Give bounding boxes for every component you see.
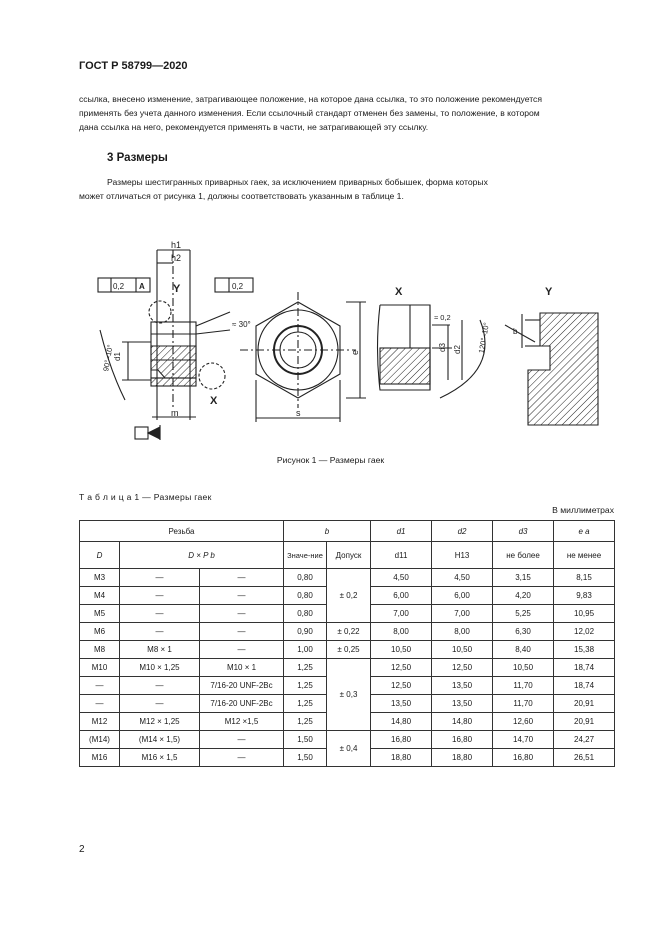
section-paragraph [79, 175, 615, 203]
cell-b-value: 1,50 [284, 749, 327, 767]
header-D: D [80, 542, 120, 569]
header-tolerance: Допуск [327, 542, 371, 569]
label-tol1: 0,2 [113, 282, 125, 291]
cell-d2: 14,80 [432, 713, 493, 731]
cell-D: — [80, 677, 120, 695]
section-line-1: Размеры шестигранных приварных гаек, за исключением приварных бобышек, форма которых [107, 177, 488, 187]
cell-alt-thread: — [200, 587, 284, 605]
table-row [80, 641, 615, 659]
cell-d1: 16,80 [371, 731, 432, 749]
cell-d1: 6,00 [371, 587, 432, 605]
cell-D: (M14) [80, 731, 120, 749]
figure-caption: Рисунок 1 — Размеры гаек [276, 455, 385, 465]
header-d3: d3 [493, 521, 554, 542]
cell-D: M6 [80, 623, 120, 641]
intro-line-2: применять без учета данного изменения. Если ссылочный стандарт отменен без замены, то положение, в котором [79, 108, 540, 118]
cell-d1: 7,00 [371, 605, 432, 623]
cell-alt-thread: M12 ×1,5 [200, 713, 284, 731]
cell-d2: 10,50 [432, 641, 493, 659]
cell-e: 20,91 [554, 695, 615, 713]
label-x-side: X [210, 395, 218, 407]
cell-d3: 8,40 [493, 641, 554, 659]
cell-b-tolerance: ± 0,2 [327, 569, 371, 623]
table-unit: В миллиметрах [552, 505, 614, 515]
document-header: ГОСТ Р 58799—2020 [79, 60, 188, 72]
cell-d1: 18,80 [371, 749, 432, 767]
cell-d3: 6,30 [493, 623, 554, 641]
section-title: 3 Размеры [107, 152, 168, 164]
cell-b-value: 1,25 [284, 713, 327, 731]
cell-d2: 16,80 [432, 731, 493, 749]
cell-d1: 4,50 [371, 569, 432, 587]
label-angle-left: 90°–10° [101, 343, 115, 372]
cell-fine-thread: — [120, 695, 200, 713]
header-d2: d2 [432, 521, 493, 542]
cell-d3: 5,25 [493, 605, 554, 623]
cell-D: — [80, 695, 120, 713]
label-x-detail: X [395, 286, 403, 298]
intro-line-1: ссылка, внесено изменение, затрагивающее положение, на которое дана ссылка, то это положение рекомендуется [79, 94, 542, 104]
label-e: e [350, 349, 360, 355]
cell-b-tolerance: ± 0,25 [327, 641, 371, 659]
label-y-top: Y [173, 283, 181, 295]
header-value: Значе-ние [284, 542, 327, 569]
label-tol2: 0,2 [232, 282, 244, 291]
cell-fine-thread: — [120, 569, 200, 587]
nut-drawing [0, 230, 661, 450]
cell-b-value: 1,25 [284, 677, 327, 695]
cell-fine-thread: — [120, 623, 200, 641]
cell-alt-thread: — [200, 569, 284, 587]
header-DxP: D × P b [120, 542, 284, 569]
cell-d3: 12,60 [493, 713, 554, 731]
label-h1: h1 [171, 240, 182, 250]
label-angle120: 120°–10° [476, 321, 491, 354]
cell-e: 24,27 [554, 731, 615, 749]
cell-alt-thread: 7/16-20 UNF-2Bc [200, 695, 284, 713]
table-title: Т а б л и ц а 1 — Размеры гаек [79, 492, 212, 502]
header-d3-limit: не более [493, 542, 554, 569]
label-s: s [296, 408, 301, 418]
cell-alt-thread: — [200, 749, 284, 767]
cell-D: M3 [80, 569, 120, 587]
cell-b-tolerance: ± 0,22 [327, 623, 371, 641]
cell-b-value: 1,25 [284, 695, 327, 713]
cell-D: M5 [80, 605, 120, 623]
cell-e: 18,74 [554, 677, 615, 695]
cell-fine-thread: M8 × 1 [120, 641, 200, 659]
cell-e: 12,02 [554, 623, 615, 641]
detail-y [505, 313, 598, 425]
cell-d2: 8,00 [432, 623, 493, 641]
cell-e: 9,83 [554, 587, 615, 605]
dimensions-table [79, 520, 615, 767]
cell-b-tolerance: ± 0,4 [327, 731, 371, 767]
cell-alt-thread: — [200, 641, 284, 659]
cell-d2: 6,00 [432, 587, 493, 605]
header-b: b [284, 521, 371, 542]
cell-d1: 12,50 [371, 677, 432, 695]
cell-b-value: 1,25 [284, 659, 327, 677]
label-datum-a-bottom: A [138, 430, 144, 439]
table-body [80, 569, 615, 767]
cell-d3: 14,70 [493, 731, 554, 749]
cell-fine-thread: — [120, 677, 200, 695]
cell-fine-thread: — [120, 605, 200, 623]
cell-fine-thread: — [120, 587, 200, 605]
cell-d3: 3,15 [493, 569, 554, 587]
section-line-2: может отличаться от рисунка 1, должны соответствовать указанным в таблице 1. [79, 191, 404, 201]
cell-alt-thread: — [200, 731, 284, 749]
cell-d2: 4,50 [432, 569, 493, 587]
cell-fine-thread: (M14 × 1,5) [120, 731, 200, 749]
cell-alt-thread: 7/16-20 UNF-2Bc [200, 677, 284, 695]
cell-D: M4 [80, 587, 120, 605]
cell-d1: 10,50 [371, 641, 432, 659]
label-d2: d2 [453, 345, 462, 354]
cell-d1: 12,50 [371, 659, 432, 677]
cell-b-value: 1,50 [284, 731, 327, 749]
label-d3: d3 [438, 343, 447, 352]
cell-d3: 11,70 [493, 677, 554, 695]
cell-d3: 16,80 [493, 749, 554, 767]
label-y-detail: Y [545, 286, 553, 298]
cell-D: M8 [80, 641, 120, 659]
cell-d3: 10,50 [493, 659, 554, 677]
cell-alt-thread: — [200, 623, 284, 641]
cell-e: 10,95 [554, 605, 615, 623]
header-row-1 [80, 521, 615, 542]
label-d1: d1 [113, 352, 122, 361]
cell-fine-thread: M12 × 1,25 [120, 713, 200, 731]
header-row-2 [80, 542, 615, 569]
cell-D: M10 [80, 659, 120, 677]
cell-d2: 12,50 [432, 659, 493, 677]
cell-b-value: 1,00 [284, 641, 327, 659]
cell-e: 15,38 [554, 641, 615, 659]
cell-fine-thread: M10 × 1,25 [120, 659, 200, 677]
cell-b-value: 0,80 [284, 587, 327, 605]
cell-e: 20,91 [554, 713, 615, 731]
cell-b-tolerance: ± 0,3 [327, 659, 371, 731]
label-h2: h2 [171, 253, 182, 263]
cell-D: M12 [80, 713, 120, 731]
header-d1: d1 [371, 521, 432, 542]
header-e: e a [554, 521, 615, 542]
page-number: 2 [79, 844, 85, 855]
cell-fine-thread: M16 × 1,5 [120, 749, 200, 767]
label-b: b [513, 327, 518, 336]
cell-D: M16 [80, 749, 120, 767]
table-row [80, 659, 615, 677]
cell-d1: 13,50 [371, 695, 432, 713]
header-d1-grade: d11 [371, 542, 432, 569]
header-d2-grade: H13 [432, 542, 493, 569]
header-thread: Резьба [80, 521, 284, 542]
intro-line-3: дана ссылка на него, рекомендуется применять в части, не затрагивающей эту ссылку. [79, 122, 429, 132]
cell-d3: 4,20 [493, 587, 554, 605]
cell-b-value: 0,90 [284, 623, 327, 641]
cell-d2: 18,80 [432, 749, 493, 767]
cell-d1: 8,00 [371, 623, 432, 641]
cell-d3: 11,70 [493, 695, 554, 713]
cell-alt-thread: M10 × 1 [200, 659, 284, 677]
cell-e: 26,51 [554, 749, 615, 767]
cell-d2: 13,50 [432, 695, 493, 713]
table-row [80, 569, 615, 587]
cell-e: 8,15 [554, 569, 615, 587]
front-view [240, 292, 366, 422]
table-row [80, 623, 615, 641]
cell-d2: 13,50 [432, 677, 493, 695]
cell-d2: 7,00 [432, 605, 493, 623]
detail-x [378, 305, 486, 398]
label-m: m [171, 408, 179, 418]
label-e02: ≈ 0,2 [434, 313, 451, 322]
cell-e: 18,74 [554, 659, 615, 677]
label-angle30: ≈ 30° [232, 320, 251, 329]
label-datum-a: A [139, 282, 145, 291]
cell-alt-thread: — [200, 605, 284, 623]
cell-b-value: 0,80 [284, 605, 327, 623]
table-row [80, 731, 615, 749]
cell-d1: 14,80 [371, 713, 432, 731]
header-e-limit: не менее [554, 542, 615, 569]
cell-b-value: 0,80 [284, 569, 327, 587]
intro-paragraph [79, 92, 615, 134]
